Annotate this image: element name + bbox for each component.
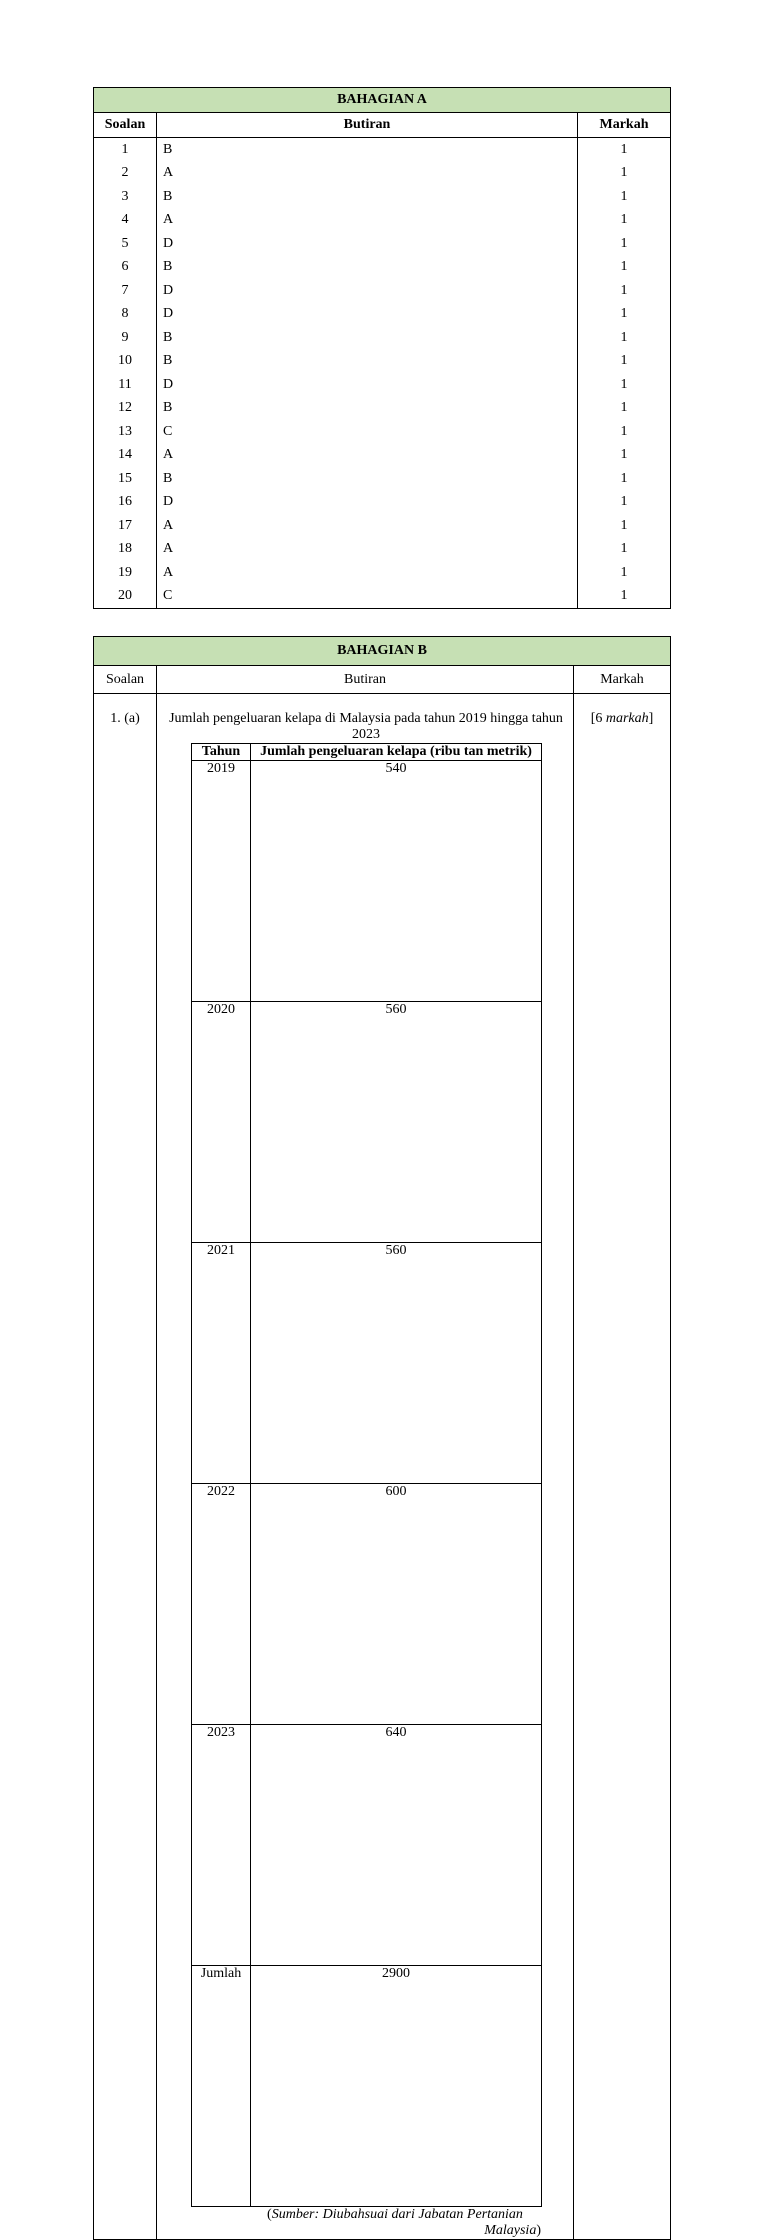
- section-a-rows: [94, 138, 671, 609]
- marks-cell: 1: [578, 350, 671, 374]
- source-line-1: Sumber: Diubahsuai dari Jabatan Pertanian: [271, 2207, 523, 2222]
- answer-cell: D: [157, 303, 578, 327]
- table-row: [94, 162, 671, 186]
- table-row: [94, 420, 671, 444]
- table-row: [94, 185, 671, 209]
- question-number-cell: 17: [94, 514, 157, 538]
- question-number-cell: 20: [94, 585, 157, 609]
- marks-close: ]: [648, 711, 654, 726]
- table-row: [94, 467, 671, 491]
- question-number-cell: 3: [94, 185, 157, 209]
- table-row: [94, 585, 671, 609]
- marks-cell: 1: [578, 303, 671, 327]
- question-number-cell: 9: [94, 326, 157, 350]
- marks-open: [6: [590, 711, 606, 726]
- table-row: [94, 232, 671, 256]
- question-number-cell: 8: [94, 303, 157, 327]
- answer-cell: A: [157, 514, 578, 538]
- answer-cell: B: [157, 256, 578, 280]
- production-cell: 2900: [251, 1966, 542, 2207]
- table-row: [94, 256, 671, 280]
- inner-header-production: Jumlah pengeluaran kelapa (ribu tan metrik): [251, 744, 542, 761]
- answer-cell: B: [157, 138, 578, 162]
- year-cell: 2020: [192, 1002, 251, 1243]
- production-table: [191, 743, 542, 2207]
- answer-cell: D: [157, 279, 578, 303]
- table-row: [94, 209, 671, 233]
- column-header-markah: Markah: [578, 113, 671, 138]
- year-cell: 2021: [192, 1243, 251, 1484]
- source-line-2: Malaysia: [484, 2223, 537, 2238]
- answer-cell: D: [157, 373, 578, 397]
- source-note: [249, 2207, 541, 2239]
- marks-cell: 1: [578, 585, 671, 609]
- marks-cell: 1: [578, 561, 671, 585]
- question-number-cell: 6: [94, 256, 157, 280]
- answer-cell: B: [157, 350, 578, 374]
- marks-cell: 1: [578, 373, 671, 397]
- answer-cell: A: [157, 444, 578, 468]
- table-row: [192, 1002, 542, 1243]
- table-row: [94, 279, 671, 303]
- section-a-title: BAHAGIAN A: [94, 88, 671, 113]
- table-row: [94, 444, 671, 468]
- table-row: [192, 761, 542, 1002]
- marks-cell: 1: [578, 420, 671, 444]
- answer-cell: A: [157, 538, 578, 562]
- marks-cell: 1: [578, 444, 671, 468]
- answer-cell: A: [157, 162, 578, 186]
- marks-cell: 1: [578, 209, 671, 233]
- question-number-cell: 16: [94, 491, 157, 515]
- production-cell: 600: [251, 1484, 542, 1725]
- section-b-title: BAHAGIAN B: [94, 637, 671, 666]
- question-detail: [157, 694, 574, 2240]
- marks-cell: 1: [578, 514, 671, 538]
- marks-cell: 1: [578, 467, 671, 491]
- question-number-cell: 1: [94, 138, 157, 162]
- year-cell: Jumlah: [192, 1966, 251, 2207]
- table-row: [94, 373, 671, 397]
- column-header-butiran: Butiran: [157, 113, 578, 138]
- question-number-cell: 7: [94, 279, 157, 303]
- production-cell: 540: [251, 761, 542, 1002]
- marks-cell: 1: [578, 279, 671, 303]
- column-header-soalan: Soalan: [94, 113, 157, 138]
- table-row: [94, 350, 671, 374]
- question-number-cell: 14: [94, 444, 157, 468]
- question-number-cell: 18: [94, 538, 157, 562]
- question-marks: [574, 694, 671, 2240]
- production-cell: 640: [251, 1725, 542, 1966]
- column-header-markah: Markah: [574, 666, 671, 694]
- table-row: [94, 491, 671, 515]
- question-number-cell: 15: [94, 467, 157, 491]
- answer-cell: D: [157, 232, 578, 256]
- production-rows: [192, 761, 542, 2207]
- answer-cell: D: [157, 491, 578, 515]
- year-cell: 2023: [192, 1725, 251, 1966]
- answer-cell: C: [157, 420, 578, 444]
- detail-text: Jumlah pengeluaran kelapa di Malaysia pada tahun 2019 hingga tahun 2023: [169, 711, 563, 742]
- source-close-paren: ): [536, 2223, 541, 2238]
- marks-cell: 1: [578, 326, 671, 350]
- column-header-butiran: Butiran: [157, 666, 574, 694]
- marks-cell: 1: [578, 256, 671, 280]
- question-number-cell: 19: [94, 561, 157, 585]
- question-number-cell: 12: [94, 397, 157, 421]
- answer-cell: B: [157, 397, 578, 421]
- question-number-cell: 11: [94, 373, 157, 397]
- question-number-cell: 4: [94, 209, 157, 233]
- inner-header-year: Tahun: [192, 744, 251, 761]
- marks-word: markah: [605, 711, 649, 726]
- marks-cell: 1: [578, 162, 671, 186]
- marks-cell: 1: [578, 538, 671, 562]
- marks-cell: 1: [578, 185, 671, 209]
- table-row: [94, 514, 671, 538]
- table-row: [94, 326, 671, 350]
- production-cell: 560: [251, 1002, 542, 1243]
- year-cell: 2022: [192, 1484, 251, 1725]
- column-header-soalan: Soalan: [94, 666, 157, 694]
- answer-cell: A: [157, 209, 578, 233]
- table-row: [94, 397, 671, 421]
- table-row: [192, 1725, 542, 1966]
- answer-cell: B: [157, 467, 578, 491]
- marks-cell: 1: [578, 491, 671, 515]
- answer-cell: B: [157, 185, 578, 209]
- marks-cell: 1: [578, 397, 671, 421]
- table-row: [192, 1966, 542, 2207]
- year-cell: 2019: [192, 761, 251, 1002]
- table-row: [94, 138, 671, 162]
- section-b-table: [93, 636, 671, 2240]
- table-row: [94, 303, 671, 327]
- answer-cell: A: [157, 561, 578, 585]
- question-number-cell: 5: [94, 232, 157, 256]
- table-row: [192, 1484, 542, 1725]
- question-number-cell: 2: [94, 162, 157, 186]
- answer-cell: B: [157, 326, 578, 350]
- table-row: [94, 561, 671, 585]
- marks-cell: 1: [578, 232, 671, 256]
- table-row: [192, 1243, 542, 1484]
- marks-cell: 1: [578, 138, 671, 162]
- production-cell: 560: [251, 1243, 542, 1484]
- question-number-cell: 13: [94, 420, 157, 444]
- question-number-cell: 10: [94, 350, 157, 374]
- table-row: [94, 538, 671, 562]
- answer-cell: C: [157, 585, 578, 609]
- section-a-table: [93, 87, 671, 609]
- question-number: 1. (a): [94, 694, 157, 2240]
- source-open-paren: (: [267, 2207, 272, 2222]
